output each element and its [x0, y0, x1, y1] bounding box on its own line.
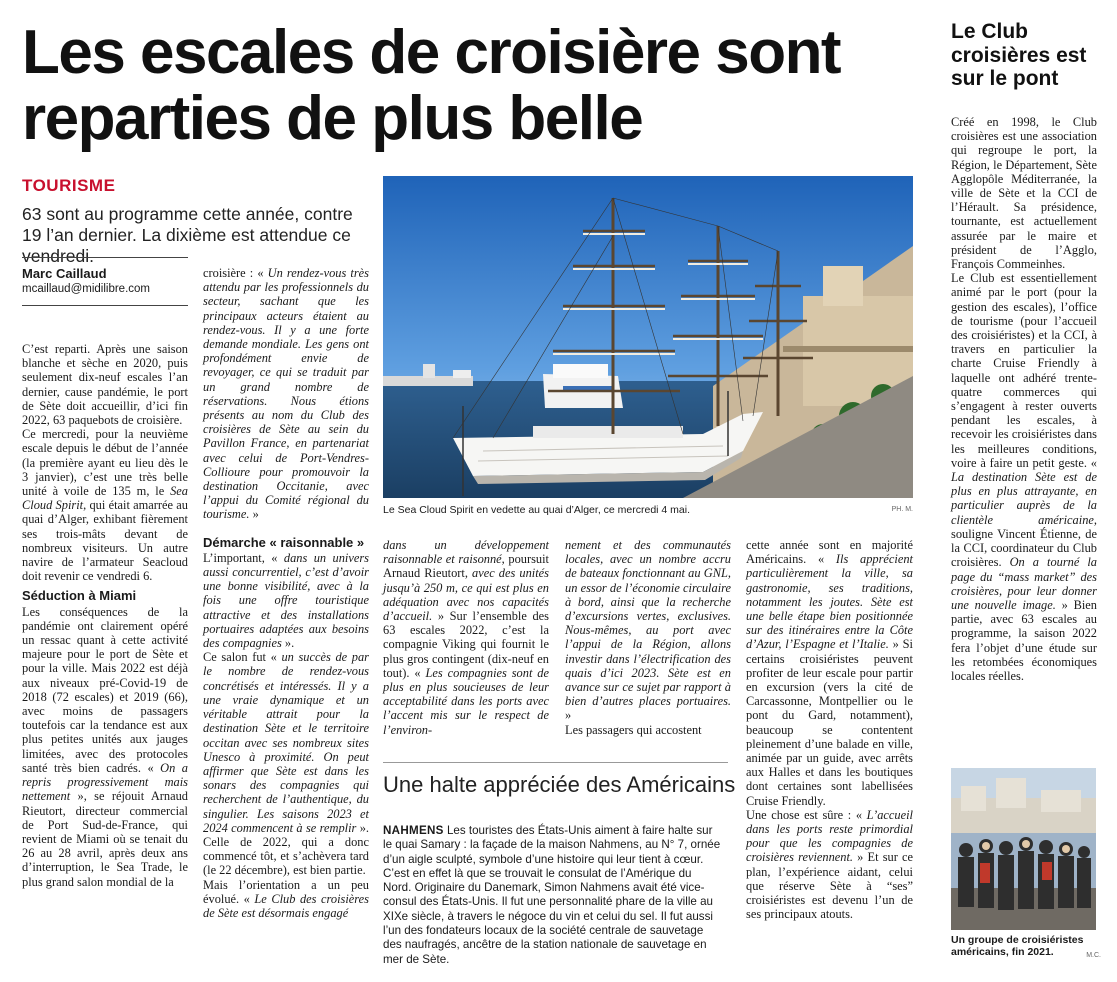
box-top-rule: [383, 762, 728, 763]
box-lead: NAHMENS: [383, 824, 444, 837]
column-4: [565, 538, 731, 737]
byline: [22, 257, 188, 306]
main-photo: [383, 176, 913, 498]
author-email[interactable]: mcaillaud@midilibre.com: [22, 283, 150, 295]
paragraph: Le Club est essentiellement animé par le port (pour la gestion des escales), l’office de tourisme (pour l’accueil des croisiéristes) et la CCI, à travers en particulier la charte Cruise Friendly à laquelle ont adhéré trente-quatre commerces qui s’engagent à rester ouverts pendant les escales, à recevoir les croisiéristes dans les meilleures conditions, voire à faire un petit geste. « La destination Sète est de plus en plus attrayante, en particulier auprès de la clientèle américaine, souligne Vincent Étienne, de la CCI, coordinateur du Club croisières. On a tourné la page du “mass market” des croisières, pour leur donner une nouvelle image. » Bien partie, avec 63 escales au programme, la saison 2022 fera l’objet d’une étude sur les retombées économiques locales réelles.: [951, 271, 1098, 683]
tourists-group-photo: [951, 768, 1096, 930]
paragraph: C’est reparti. Après une saison blanche et sèche en 2020, puis seulement dix-neuf escales l’an dernier, cause pandémie, le port de Sète doit accueillir, d’ici fin 2022, 63 paquebots de croisière.: [22, 342, 188, 428]
sidebar-photo-credit: M.C.: [1086, 952, 1101, 959]
paragraph: Une chose est sûre : « L’accueil dans les ports reste primordial pour que les compagnies de croisières reviennent. » Et sur ce plan, l’expérience aidant, celui que réserve Sète à “ses” croisiéristes est devenu l’un de ses principaux atouts.: [746, 807, 913, 922]
sidebar-photo: [951, 768, 1096, 930]
author-name: Marc Caillaud: [22, 266, 107, 281]
sailing-ship-photo: [383, 176, 913, 498]
column-5: [746, 538, 913, 921]
column-1: [22, 342, 188, 889]
paragraph: Les passagers qui accostent: [565, 722, 702, 737]
paragraph: Ce salon fut « un succès de par le nombre de rendez-vous concrétisés et intéressés. Il y a une vraie dynamique et un véritable attrait pour la destination Sète et le territoire occitan avec ses nombreux sites Unesco à proximité. On peut affirmer que Sète est dans les sonars des compagnies qui recherchent de l’authentique, du singulier. Les saisons 2023 et 2024 commencent à se remplir ». Celle de 2022, qui a donc commencé tôt, et s’achèvera tard (le 22 décembre), est bien partie.: [203, 650, 370, 878]
paragraph: L’important, « dans un univers aussi concurrentiel, c’est d’avoir une bonne visibilité, avec à la fois une offre touristique attractive et des installations portuaires adaptées aux besoins des compagnies ».: [203, 550, 369, 651]
photo-caption: Le Sea Cloud Spirit en vedette au quai d’Alger, ce mercredi 4 mai. PH. M.: [383, 504, 913, 516]
paragraph: Mais l’orientation a un peu évolué. « Le Club des croisières de Sète est désormais engagé: [203, 877, 369, 920]
sidebar-title: Le Club croisières est sur le pont: [951, 20, 1087, 90]
rubric: TOURISME: [22, 176, 116, 195]
box-text: NAHMENS Les touristes des États-Unis aiment à faire halte sur le quai Samary : la façade de la maison Nahmens, au N° 7, ornée d’un aigle sculpté, symbole d’une histoire qui leur tient à cœur. C’est en effet là que se trouvait le consulat de l’Amérique du Nord. Originaire du Danemark, Simon Nahmens avait été vice-consul des États-Unis. Il fut une personnalité phare de la ville au XIXe siècle, à travers le négoce du vin et celui du sel. Il fut aussi l’un des fondateurs locaux de la société centrale de sauvetage des naufragés, ancêtre de la station nationale de sauvetage en mer de Sète.: [383, 824, 721, 966]
column-3: [383, 538, 549, 737]
sidebar-photo-caption: Un groupe de croisiéristes américains, fin 2021. M.C.: [951, 934, 1101, 962]
paragraph: croisière : « Un rendez-vous très attendu par les professionnels du secteur, sachant que les principaux acteurs étaient au rendez-vous. Il y a une forte demande mondiale. Les gens ont profondément envie de revoyager, ce qui se traduit par un grand nombre de réservations. Nous étions présents au nom du Club des croisières de Sète au sein du Pavillon France, en partenariat avec celui de Port-Vendres-Collioure pour promouvoir la destination Occitanie, avec l’appui du Comité régional du tourisme. »: [203, 266, 369, 522]
subheading: Démarche « raisonnable »: [203, 534, 365, 550]
paragraph: Créé en 1998, le Club croisières est une association qui regroupe le port, la Région, le Département, Sète Agglopôle Méditerranée, la ville de Sète et la CCI de l’Hérault. Sa présidence, tournante, est actuellement assurée par le maire et président de l’Agglo, François Commeinhes.: [951, 115, 1097, 272]
paragraph: Ce mercredi, pour la neuvième escale depuis le début de l’année (la première ayant eu lieu dès le 3 janvier), c’est une très belle unité à voile de 135 m, le Sea Cloud Spirit, qui était amarrée au quai d’Alger, exhibant fièrement ses trois-mâts devant de nombreux visiteurs. Un autre navire de l’armateur Seacloud doit revenir ce vendredi 6.: [22, 427, 189, 584]
headline: Les escales de croisière sont reparties de plus belle: [22, 18, 841, 153]
paragraph: dans un développement raisonnable et raisonné, poursuit Arnaud Rieutort, avec des unités jusqu’à 250 m, ce qui est plus en adéquation avec nos capacités d’accueil. » Sur l’ensemble des 63 escales 2022, c’est la compagnie Viking qui fournit le plus gros contingent (dix-neuf en tout). « Les compagnies sont de plus en plus soucieuses de leur acceptabilité dans les ports avec l’accent mis sur le respect de l’environ-: [383, 538, 549, 737]
sidebar-column: [951, 115, 1097, 683]
column-2: [203, 266, 369, 920]
paragraph: Les conséquences de la pandémie ont clairement opéré un ressac quant à cette activité majeure pour le port de Sète et pour la ville. Mais 2022 est déjà aux niveaux pré-Covid-19 de 2018 (72 escales) et 2019 (66), avec moins de passagers toutefois car la tendance est aux plus petites unités aux jauges limitées, avec des protocoles santé très bien cadrés. « On a repris progressivement mais nettement », se réjouit Arnaud Rieutort, directeur commercial de Port Sud-de-France, qui revient de Miami où se tenait du 26 au 28 avril, après deux ans d’interruption, le Sea Trade, le plus grand salon mondial de la: [22, 604, 189, 889]
paragraph: nement et des communautés locales, avec un nombre accru de bateaux fonctionnant au GNL, un essor de l’économie circulaire à bord, ainsi que la recherche d’excursions vertes, exclusives. Nous-mêmes, au port avec l’appui de la Région, allons investir dans l’électrification des quais d’ici 2023. Sète est en avance sur ce sujet par rapport à bien d’autres places portuaires. »: [565, 538, 731, 723]
paragraph: cette année sont en majorité Américains. « Ils apprécient particulièrement la ville, sa gastronomie, ses traditions, notamment les joutes. Sète est une belle étape bien positionnée sur des itinéraires entre la Côte d’Azur, l’Espagne et l’Italie. » Si certains croisiéristes peuvent profiter de leur escale pour partir en excursion (vers la cité de Carcassonne, Montpellier ou le pont du Gard, notamment), beaucoup se contentent pleinement d’une balade en ville, animée par un guide, avec arrêts aux Halles et dans les boutiques dont certaines sont labellisées Cruise Friendly.: [746, 538, 913, 808]
photo-credit: PH. M.: [891, 506, 913, 513]
standfirst: 63 sont au programme cette année, contre 19 l’an dernier. La dixième est attendue ce vendredi.: [22, 204, 353, 266]
subheading: Séduction à Miami: [22, 588, 137, 604]
box-title: Une halte appréciée des Américains: [383, 772, 736, 797]
